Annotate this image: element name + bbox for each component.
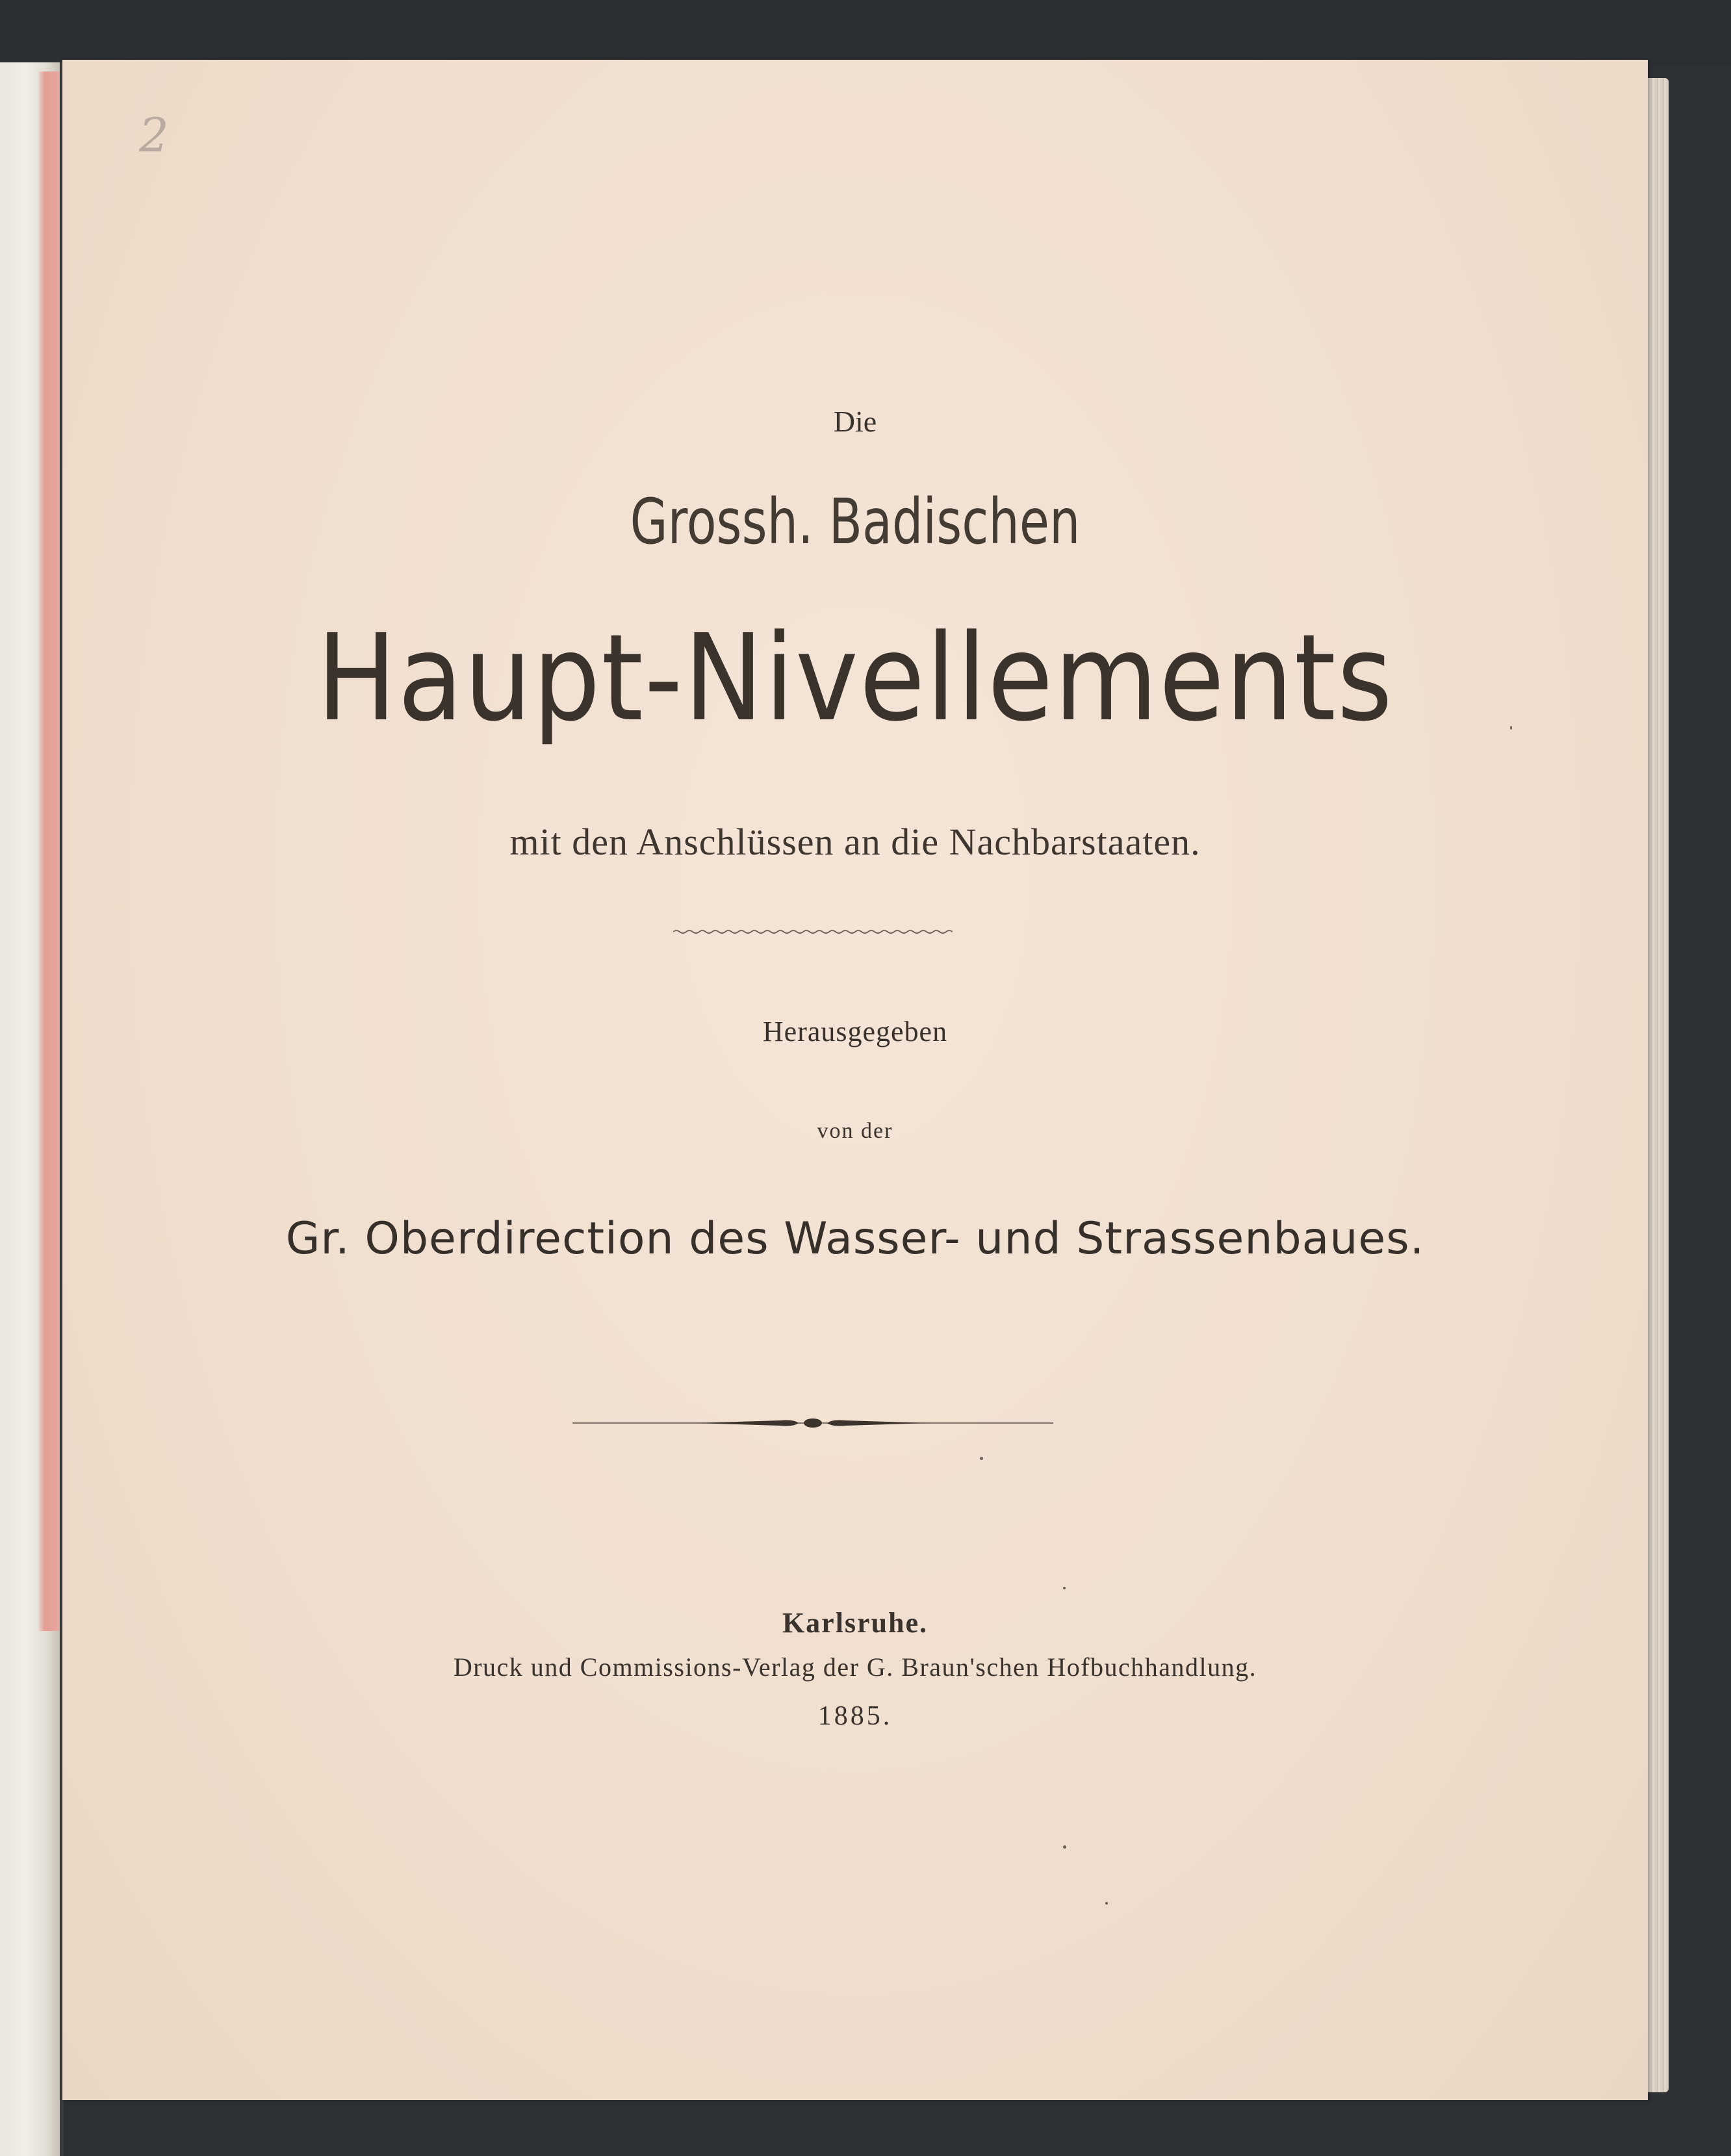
binding-stain <box>38 71 61 1631</box>
imprint-printer: Druck und Commissions-Verlag der G. Braun'schen Hofbuchhandlung. <box>453 1652 1257 1682</box>
paper-speck <box>1510 726 1512 730</box>
scan-background <box>0 0 1731 65</box>
herausgegeben-label: Herausgegeben <box>762 1016 948 1047</box>
paper-speck <box>1063 1845 1066 1849</box>
title-die: Die <box>833 405 877 438</box>
main-title: Haupt-Nivellements <box>316 609 1394 748</box>
paper-speck <box>1105 1902 1108 1905</box>
wavy-rule-ornament <box>673 927 953 936</box>
title-grossh-badischen: Grossh. Badischen <box>630 485 1081 558</box>
imprint-city: Karlsruhe. <box>782 1607 929 1639</box>
tapered-rule-ornament <box>572 1414 1053 1432</box>
subtitle-anschluessen: mit den Anschlüssen an die Nachbarstaaten. <box>509 821 1201 863</box>
paper-speck <box>980 1457 983 1460</box>
handwritten-page-number: 2 <box>139 108 169 162</box>
publisher-name: Gr. Oberdirection des Wasser- und Strassenbaues. <box>285 1213 1425 1264</box>
von-der-label: von der <box>817 1119 893 1143</box>
title-page <box>62 60 1648 2100</box>
imprint-year: 1885. <box>817 1701 893 1731</box>
paper-speck <box>1063 1587 1066 1589</box>
